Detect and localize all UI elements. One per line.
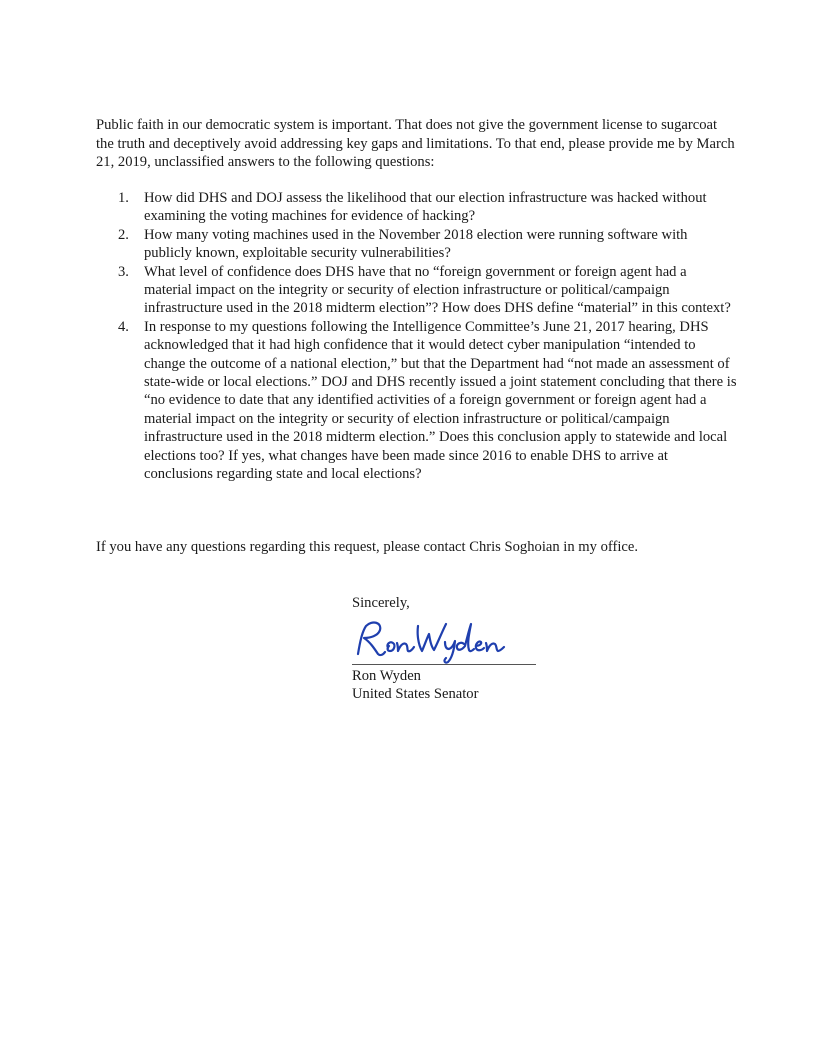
question-list [118,189,738,484]
question-text: What level of confidence does DHS have that no “foreign government or foreign agent had a material impact on the integrity or security of election infrastructure or political/campaign infrastructure used in the 2018 midterm election”? How does DHS define “material” in this context? [144,263,731,317]
question-number: 1. [118,190,129,206]
intro-paragraph: Public faith in our democratic system is important. That does not give the government license to sugarcoat the truth and deceptively avoid addressing key gaps and limitations. To that end, please provide me by March 21, 2019, unclassified answers to the following questions: [96,117,735,170]
signer-name: Ron Wyden [352,668,421,684]
question-number: 3. [118,263,129,280]
question-item [118,226,738,263]
handwritten-signature [348,614,508,666]
signature-line [352,664,536,665]
signer-title: United States Senator [352,686,479,702]
question-text: How did DHS and DOJ assess the likelihood that our election infrastructure was hacked without examining the voting machines for evidence of hacking? [144,190,707,225]
question-text: In response to my questions following the Intelligence Committee’s June 21, 2017 hearing, DHS acknowledged that it had high confidence that it would detect cyber manipulation “intended to change the outcome of a national election,” but that the Department had “not made an assessment of state-wide or local elections.” DOJ and DHS recently issued a joint statement concluding that there is “no evidence to date that any identified activities of a foreign government or foreign agent had a material impact on the integrity or security of election infrastructure or political/campaign infrastructure used in the 2018 midterm election.” Does this conclusion apply to statewide and local elections too? If yes, what changes have been made since 2016 to enable DHS to arrive at conclusions regarding state and local elections? [144,318,737,483]
question-number: 4. [118,318,129,335]
question-item [118,189,738,226]
question-number: 2. [118,226,129,243]
sign-off: Sincerely, [352,595,410,611]
question-item [118,318,738,484]
question-text: How many voting machines used in the November 2018 election were running software with publicly known, exploitable security vulnerabilities? [144,226,688,262]
question-item [118,263,738,318]
closing-paragraph: If you have any questions regarding this request, please contact Chris Soghoian in my office. [96,539,638,555]
